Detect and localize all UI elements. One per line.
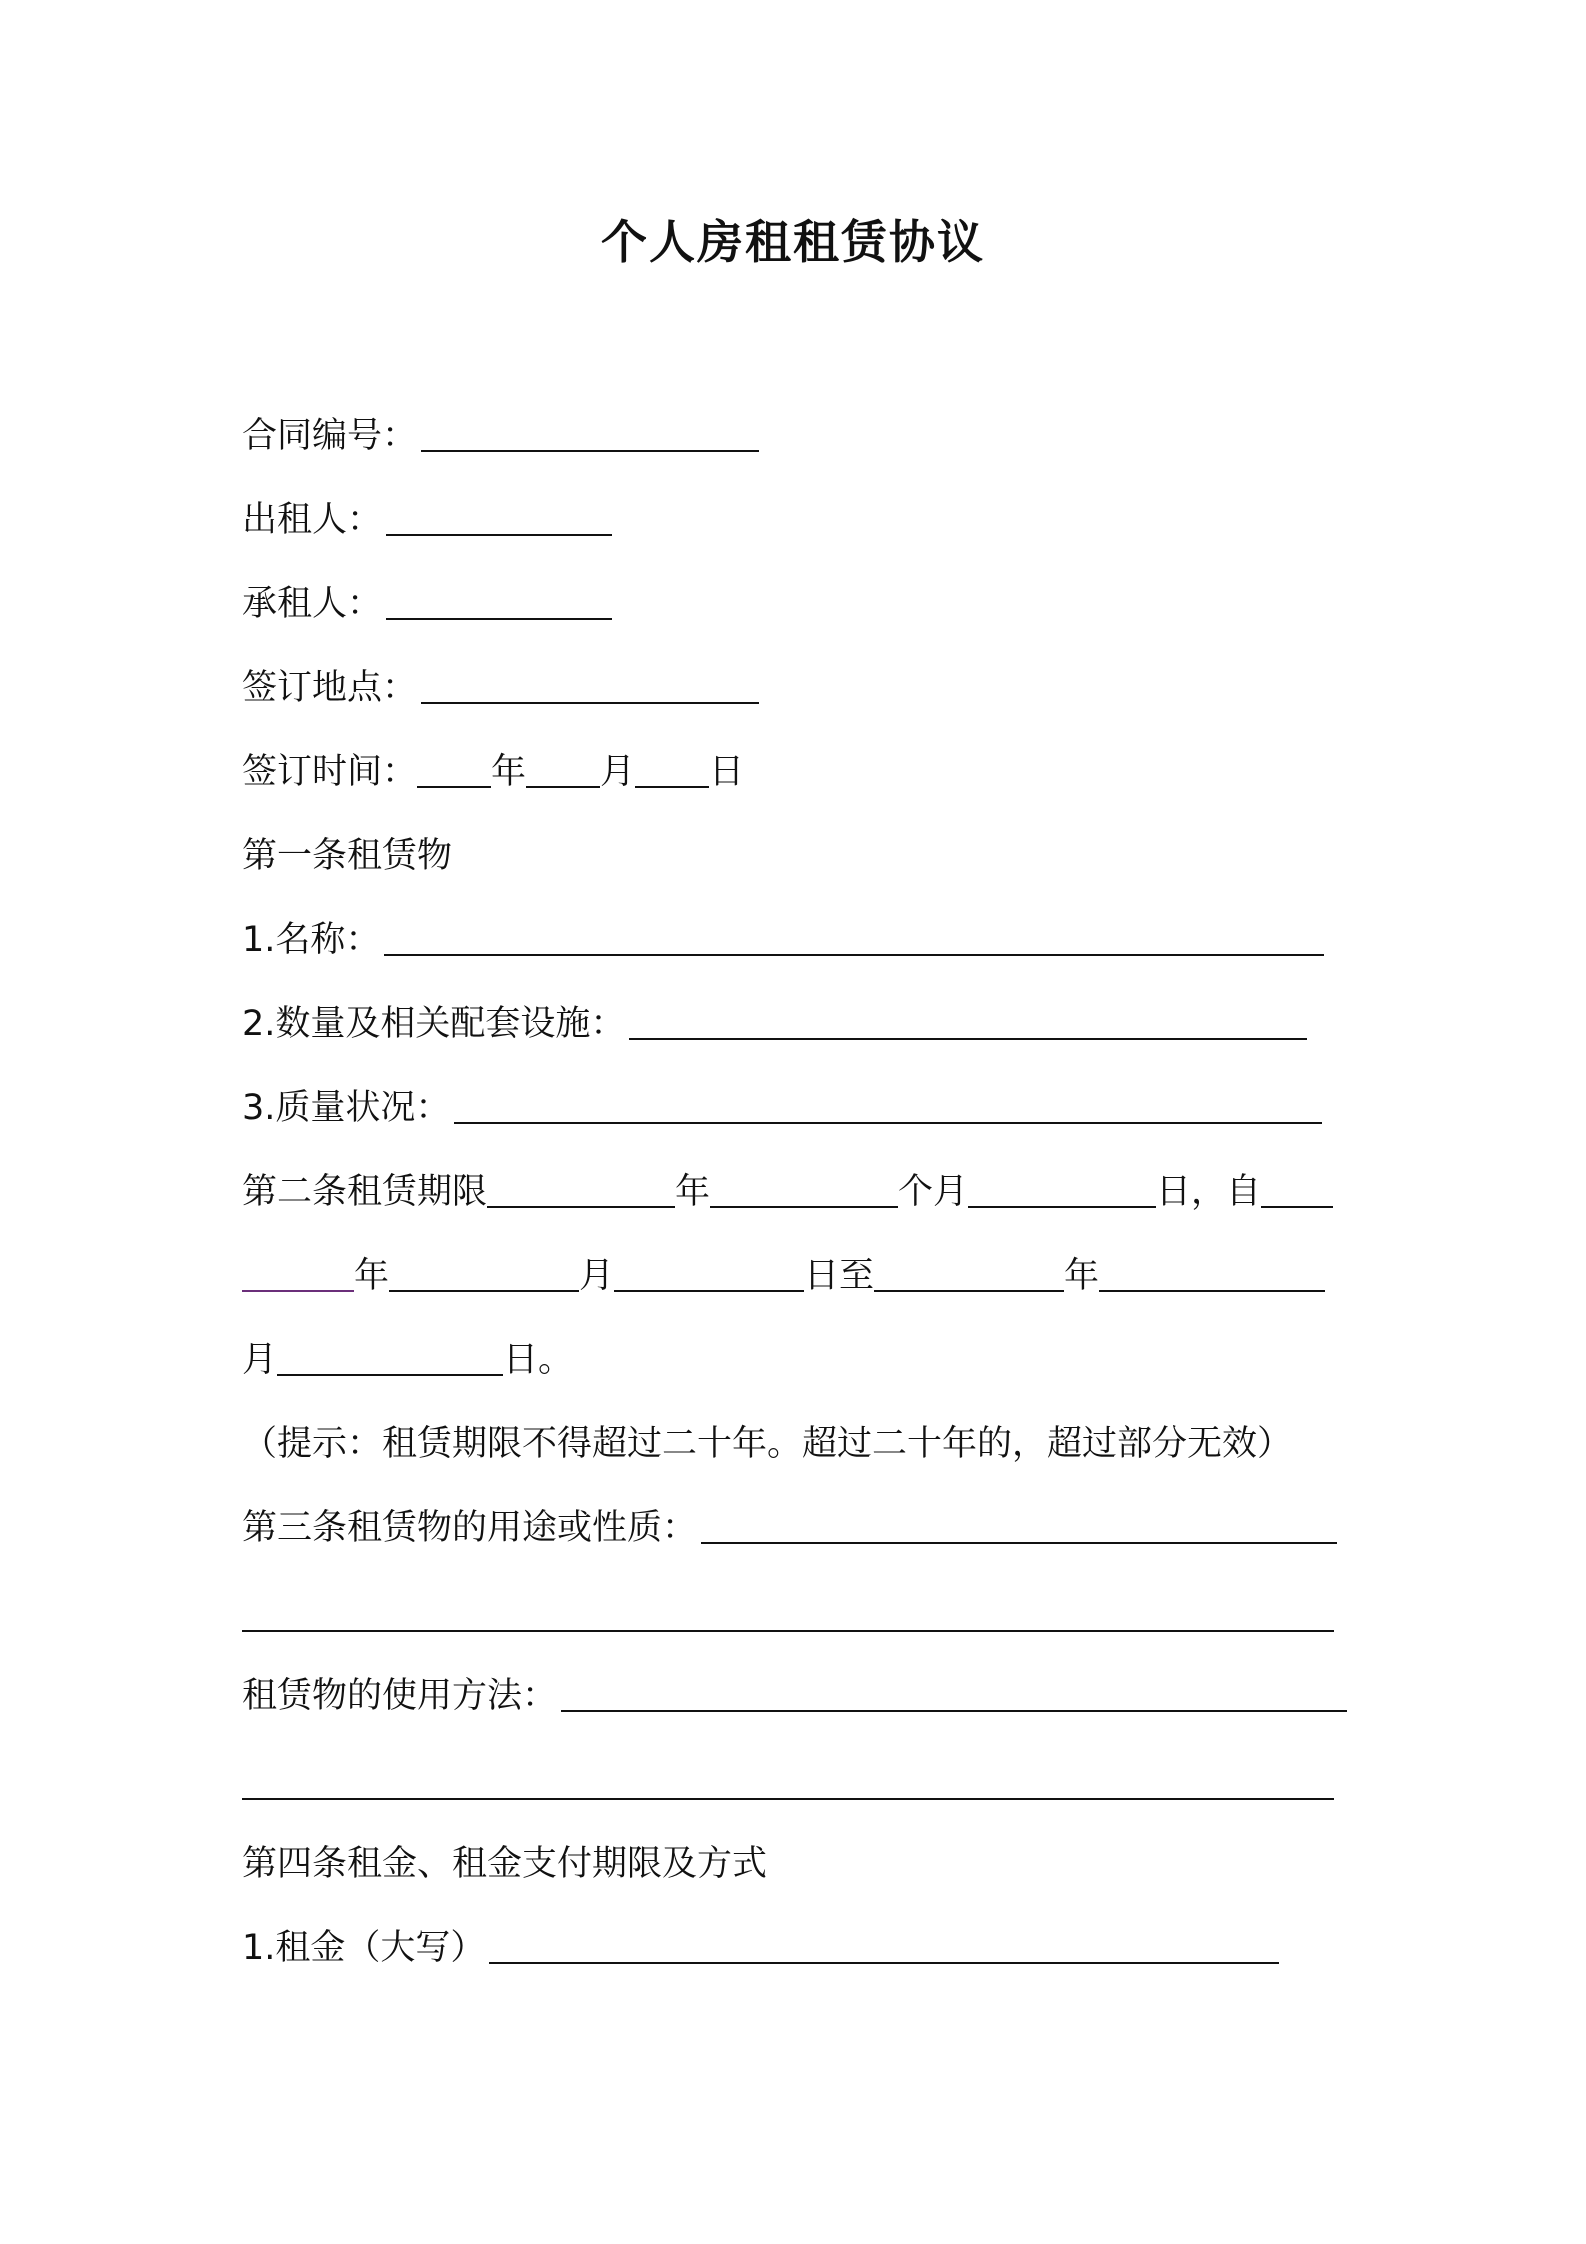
article1-item3-row: [242, 1074, 1326, 1130]
lessee-row: [242, 570, 616, 626]
article2-row1: [242, 1158, 1333, 1214]
start-month-label: 月: [579, 1256, 615, 1296]
sign-year-blank[interactable]: [417, 750, 491, 788]
end-year-label: 年: [1064, 1256, 1100, 1296]
start-month-blank[interactable]: [389, 1254, 579, 1292]
article4-heading: 第四条租金、租金支付期限及方式: [242, 1844, 768, 1884]
term-months-blank[interactable]: [710, 1170, 898, 1208]
lessee-blank[interactable]: [386, 582, 612, 620]
sign-place-blank[interactable]: [421, 666, 759, 704]
article3-row: [242, 1494, 1341, 1550]
document-title: 个人房租租赁协议: [601, 215, 985, 269]
sign-day-label: 日: [709, 752, 745, 792]
term-day-from-label: 日，自: [1156, 1172, 1262, 1212]
sign-time-row: [242, 738, 744, 794]
term-years-blank[interactable]: [487, 1170, 675, 1208]
article4-item1-row: [242, 1914, 1283, 1970]
term-months-label: 个月: [898, 1172, 969, 1212]
article1-heading: 第一条租赁物: [242, 836, 453, 876]
article1-item3-label: 3.质量状况：: [242, 1088, 451, 1128]
lessee-label: 承租人：: [242, 584, 383, 624]
article1-item1-label: 1.名称：: [242, 920, 381, 960]
article1-item2-row: [242, 990, 1311, 1046]
sign-time-label: 签订时间：: [242, 752, 418, 792]
article2-row2: [242, 1242, 1325, 1298]
end-day-blank[interactable]: [277, 1338, 503, 1376]
contract-number-label: 合同编号：: [242, 416, 418, 456]
sign-day-blank[interactable]: [635, 750, 709, 788]
purpose-blank[interactable]: [701, 1506, 1337, 1544]
article4-heading-row: [242, 1830, 767, 1886]
end-month-blank-part1[interactable]: [1099, 1254, 1325, 1292]
end-month-label: 月: [242, 1340, 278, 1380]
rent-amount-label: 1.租金（大写）: [242, 1928, 486, 1968]
start-year-blank-part2[interactable]: [242, 1254, 354, 1292]
start-year-label: 年: [354, 1256, 390, 1296]
lessor-row: [242, 486, 616, 542]
end-day-label: 日。: [503, 1340, 574, 1380]
start-day-blank[interactable]: [614, 1254, 804, 1292]
usage-row: [242, 1662, 1351, 1718]
purpose-continuation-line[interactable]: [242, 1630, 1334, 1632]
rent-amount-blank[interactable]: [489, 1926, 1279, 1964]
usage-continuation-line[interactable]: [242, 1798, 1334, 1800]
lessor-label: 出租人：: [242, 500, 383, 540]
sign-month-blank[interactable]: [526, 750, 600, 788]
quality-blank[interactable]: [454, 1086, 1322, 1124]
article1-heading-row: [242, 822, 452, 878]
sign-place-label: 签订地点：: [242, 668, 418, 708]
article2-hint-row: [242, 1410, 1292, 1466]
article2-heading: 第二条租赁期限: [242, 1172, 488, 1212]
article2-row3: [242, 1326, 573, 1382]
term-year-label: 年: [675, 1172, 711, 1212]
term-days-blank[interactable]: [968, 1170, 1156, 1208]
article2-hint: （提示：租赁期限不得超过二十年。超过二十年的，超过部分无效）: [242, 1424, 1293, 1464]
usage-label: 租赁物的使用方法：: [242, 1676, 558, 1716]
facilities-blank[interactable]: [629, 1002, 1307, 1040]
article1-item2-label: 2.数量及相关配套设施：: [242, 1004, 626, 1044]
start-day-to-label: 日至: [804, 1256, 875, 1296]
sign-place-row: [242, 654, 763, 710]
contract-number-blank[interactable]: [421, 414, 759, 452]
end-year-blank[interactable]: [874, 1254, 1064, 1292]
sign-month-label: 月: [600, 752, 636, 792]
sign-year-label: 年: [491, 752, 527, 792]
start-year-blank-part1[interactable]: [1261, 1170, 1333, 1208]
contract-number-row: [242, 402, 763, 458]
lessor-blank[interactable]: [386, 498, 612, 536]
name-blank[interactable]: [384, 918, 1324, 956]
article3-heading: 第三条租赁物的用途或性质：: [242, 1508, 698, 1548]
article1-item1-row: [242, 906, 1328, 962]
usage-blank[interactable]: [561, 1674, 1347, 1712]
